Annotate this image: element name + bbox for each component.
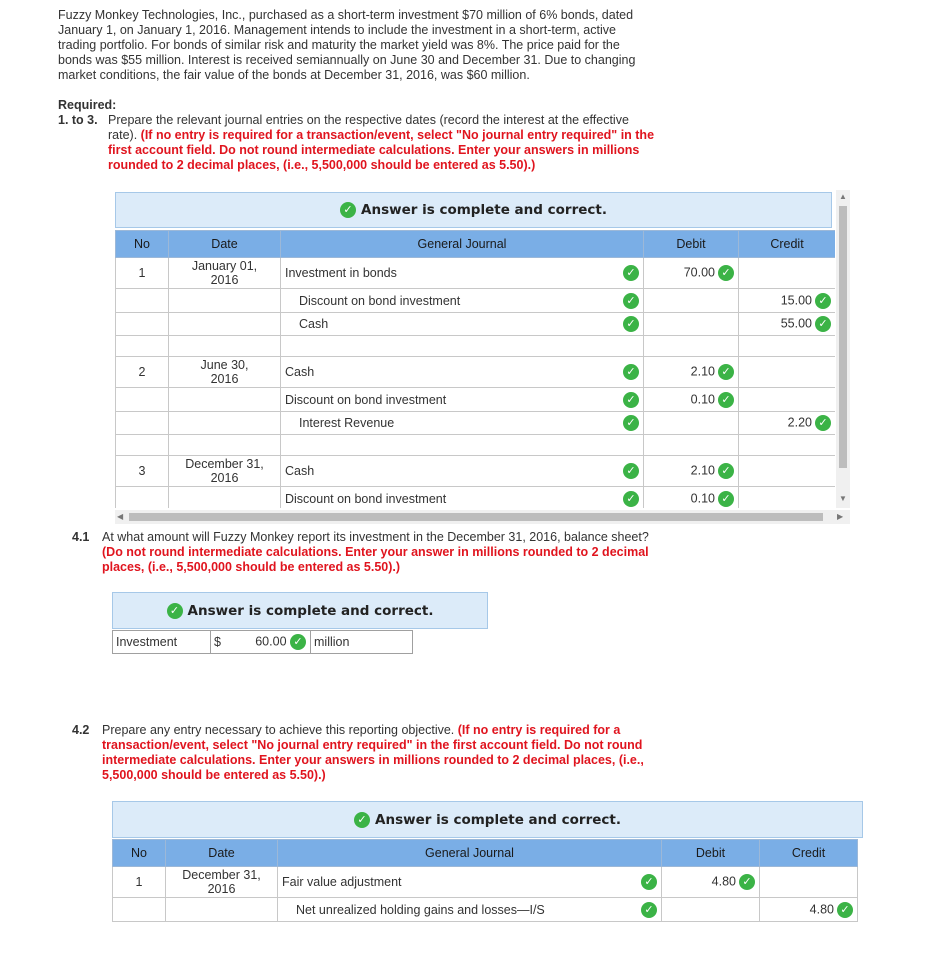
empty-cell[interactable] bbox=[169, 336, 281, 357]
question-line: At what amount will Fuzzy Monkey report its investment in the December 31, 2016, balance sheet? bbox=[102, 530, 649, 544]
account-cell[interactable] bbox=[278, 867, 662, 898]
credit-cell[interactable] bbox=[739, 412, 836, 435]
scroll-up-icon[interactable]: ▲ bbox=[839, 192, 847, 201]
empty-cell[interactable] bbox=[644, 336, 739, 357]
checkmark-icon: ✓ bbox=[623, 392, 639, 408]
account-name: Cash bbox=[285, 464, 315, 478]
journal-table-2 bbox=[112, 839, 858, 922]
instruction-red: rounded to 2 decimal places, (i.e., 5,500,000 should be entered as 5.50).) bbox=[108, 158, 536, 172]
header-date: Date bbox=[166, 840, 278, 867]
table-header-row bbox=[113, 840, 858, 867]
vertical-scrollbar[interactable] bbox=[836, 190, 850, 508]
debit-cell[interactable] bbox=[644, 258, 739, 289]
entry-number bbox=[113, 898, 166, 922]
investment-answer-table bbox=[112, 630, 413, 654]
checkmark-icon: ✓ bbox=[815, 415, 831, 431]
debit-cell[interactable] bbox=[644, 357, 739, 388]
empty-row bbox=[116, 336, 836, 357]
scroll-right-icon[interactable]: ▶ bbox=[837, 512, 844, 521]
credit-value: 4.80 bbox=[809, 901, 834, 916]
checkmark-icon: ✓ bbox=[623, 463, 639, 479]
account-name: Investment in bonds bbox=[285, 266, 397, 280]
question-plain: Prepare any entry necessary to achieve this reporting objective. bbox=[102, 723, 455, 737]
account-cell[interactable] bbox=[281, 456, 644, 487]
banner-text: Answer is complete and correct. bbox=[187, 602, 434, 619]
date-cell[interactable] bbox=[166, 898, 278, 922]
checkmark-icon: ✓ bbox=[290, 634, 306, 650]
question-line bbox=[102, 723, 702, 738]
entry-number bbox=[116, 388, 169, 412]
investment-label: Investment bbox=[113, 631, 211, 654]
debit-value: 2.10 bbox=[690, 364, 715, 379]
checkmark-icon: ✓ bbox=[623, 415, 639, 431]
instruction-red: transaction/event, select "No journal entry required" in the first account field. Do not round bbox=[102, 738, 643, 752]
entry-number: 2 bbox=[116, 357, 169, 388]
investment-amount-cell[interactable] bbox=[211, 631, 311, 654]
date-cell[interactable] bbox=[169, 456, 281, 487]
journal-table-1 bbox=[115, 230, 835, 508]
empty-cell[interactable] bbox=[739, 336, 836, 357]
instruction-red: (Do not round intermediate calculations. Enter your answer in millions rounded to 2 decimal bbox=[102, 545, 649, 559]
instruction-red: (If no entry is required for a transaction/event, select "No journal entry required" in the bbox=[140, 128, 655, 142]
credit-cell[interactable] bbox=[739, 289, 836, 313]
date-cell[interactable] bbox=[169, 388, 281, 412]
empty-cell[interactable] bbox=[281, 336, 644, 357]
table-header-row bbox=[116, 231, 836, 258]
instruction-red: 5,500,000 should be entered as 5.50).) bbox=[102, 768, 326, 782]
checkmark-icon: ✓ bbox=[623, 293, 639, 309]
table-row bbox=[116, 313, 836, 336]
account-name: Cash bbox=[285, 365, 315, 379]
account-cell[interactable] bbox=[281, 258, 644, 289]
account-name: Fair value adjustment bbox=[282, 875, 402, 889]
scroll-thumb[interactable] bbox=[129, 513, 823, 521]
account-cell[interactable] bbox=[281, 487, 644, 509]
checkmark-icon: ✓ bbox=[623, 316, 639, 332]
date-cell[interactable] bbox=[169, 258, 281, 289]
table-row bbox=[116, 289, 836, 313]
debit-value: 0.10 bbox=[690, 490, 715, 505]
date-line: January 01, bbox=[191, 259, 258, 273]
header-general-journal: General Journal bbox=[278, 840, 662, 867]
checkmark-icon: ✓ bbox=[340, 202, 356, 218]
entry-number: 1 bbox=[113, 867, 166, 898]
entry-number bbox=[116, 487, 169, 509]
date-cell[interactable] bbox=[169, 412, 281, 435]
date-line: 2016 bbox=[210, 471, 239, 485]
banner-text: Answer is complete and correct. bbox=[361, 202, 607, 218]
question-line bbox=[108, 128, 708, 143]
checkmark-icon: ✓ bbox=[623, 265, 639, 281]
header-no: No bbox=[113, 840, 166, 867]
investment-row bbox=[113, 631, 413, 654]
checkmark-icon: ✓ bbox=[718, 364, 734, 380]
empty-cell[interactable] bbox=[169, 435, 281, 456]
problem-line: Fuzzy Monkey Technologies, Inc., purchased as a short-term investment $70 million of 6% bonds, dated bbox=[58, 8, 634, 22]
header-date: Date bbox=[169, 231, 281, 258]
account-cell[interactable] bbox=[281, 388, 644, 412]
journal-1-viewport[interactable] bbox=[115, 230, 835, 508]
table-row bbox=[116, 388, 836, 412]
account-name: Interest Revenue bbox=[299, 416, 395, 430]
credit-cell[interactable] bbox=[739, 487, 836, 509]
account-name: Cash bbox=[299, 317, 329, 331]
credit-cell[interactable] bbox=[739, 388, 836, 412]
checkmark-icon: ✓ bbox=[718, 392, 734, 408]
table-row bbox=[113, 898, 858, 922]
question-line: Prepare the relevant journal entries on the respective dates (record the interest at the effective bbox=[108, 113, 629, 127]
date-cell[interactable] bbox=[166, 867, 278, 898]
instruction-red: intermediate calculations. Enter your answers in millions rounded to 2 decimal places, (i.e., bbox=[102, 753, 644, 767]
account-cell[interactable] bbox=[278, 898, 662, 922]
debit-cell[interactable] bbox=[644, 456, 739, 487]
checkmark-icon: ✓ bbox=[623, 491, 639, 507]
empty-cell[interactable] bbox=[739, 435, 836, 456]
credit-cell[interactable] bbox=[760, 898, 858, 922]
banner-text: Answer is complete and correct. bbox=[375, 811, 621, 828]
entry-number: 1 bbox=[116, 258, 169, 289]
scroll-thumb[interactable] bbox=[839, 206, 847, 468]
empty-cell[interactable] bbox=[644, 435, 739, 456]
debit-cell[interactable] bbox=[644, 289, 739, 313]
account-name: Discount on bond investment bbox=[285, 392, 447, 407]
header-debit: Debit bbox=[644, 231, 739, 258]
date-cell[interactable] bbox=[169, 357, 281, 388]
checkmark-icon: ✓ bbox=[815, 293, 831, 309]
credit-cell[interactable] bbox=[739, 258, 836, 289]
table-row bbox=[116, 258, 836, 289]
date-line: 2016 bbox=[210, 372, 239, 386]
question-4-1-text bbox=[102, 530, 722, 575]
debit-value: 70.00 bbox=[683, 265, 715, 280]
answer-banner bbox=[115, 192, 832, 228]
debit-value: 4.80 bbox=[711, 874, 736, 889]
date-line: December 31, bbox=[182, 868, 261, 882]
empty-row bbox=[116, 435, 836, 456]
checkmark-icon: ✓ bbox=[739, 874, 755, 890]
entry-number bbox=[116, 412, 169, 435]
entry-number bbox=[116, 289, 169, 313]
question-1-text bbox=[108, 113, 708, 173]
scroll-down-icon[interactable]: ▼ bbox=[839, 494, 847, 503]
question-plain: rate). bbox=[108, 128, 138, 142]
date-line: 2016 bbox=[207, 882, 236, 896]
horizontal-scrollbar[interactable] bbox=[115, 510, 850, 524]
account-cell[interactable] bbox=[281, 412, 644, 435]
debit-cell[interactable] bbox=[644, 313, 739, 336]
credit-cell[interactable] bbox=[760, 867, 858, 898]
date-line: December 31, bbox=[185, 457, 264, 471]
credit-cell[interactable] bbox=[739, 357, 836, 388]
answer-banner bbox=[112, 801, 863, 838]
credit-cell[interactable] bbox=[739, 313, 836, 336]
instruction-red: first account field. Do not round intermediate calculations. Enter your answers in millions bbox=[108, 143, 640, 157]
checkmark-icon: ✓ bbox=[718, 491, 734, 507]
answer-banner bbox=[112, 592, 488, 629]
date-cell[interactable] bbox=[169, 289, 281, 313]
checkmark-icon: ✓ bbox=[815, 316, 831, 332]
unit-label: million bbox=[311, 631, 413, 654]
problem-line: bonds was $55 million. Interest is received semiannually on June 30 and December 31. Due to changing bbox=[58, 53, 636, 67]
table-row bbox=[116, 456, 836, 487]
checkmark-icon: ✓ bbox=[167, 603, 183, 619]
problem-text bbox=[58, 8, 698, 83]
credit-value: 15.00 bbox=[780, 292, 812, 307]
investment-value: 60.00 bbox=[255, 634, 287, 649]
empty-cell bbox=[116, 435, 169, 456]
problem-line: market conditions, the fair value of the bonds at December 31, 2016, was $60 million. bbox=[58, 68, 530, 82]
header-credit: Credit bbox=[760, 840, 858, 867]
debit-value: 2.10 bbox=[690, 463, 715, 478]
debit-cell[interactable] bbox=[662, 867, 760, 898]
entry-number: 3 bbox=[116, 456, 169, 487]
checkmark-icon: ✓ bbox=[718, 265, 734, 281]
debit-cell[interactable] bbox=[644, 388, 739, 412]
date-line: 2016 bbox=[210, 273, 239, 287]
table-row bbox=[116, 487, 836, 509]
table-row bbox=[113, 867, 858, 898]
scroll-left-icon[interactable]: ◀ bbox=[117, 512, 124, 521]
empty-cell bbox=[116, 336, 169, 357]
header-credit: Credit bbox=[739, 231, 836, 258]
empty-cell[interactable] bbox=[281, 435, 644, 456]
checkmark-icon: ✓ bbox=[641, 902, 657, 918]
account-name: Discount on bond investment bbox=[299, 293, 461, 308]
table-row bbox=[116, 357, 836, 388]
entry-number bbox=[116, 313, 169, 336]
credit-cell[interactable] bbox=[739, 456, 836, 487]
question-number: 1. to 3. bbox=[58, 113, 98, 127]
debit-cell[interactable] bbox=[662, 898, 760, 922]
header-debit: Debit bbox=[662, 840, 760, 867]
account-cell[interactable] bbox=[281, 357, 644, 388]
problem-line: trading portfolio. For bonds of similar risk and maturity the market yield was 8%. The price paid for the bbox=[58, 38, 620, 52]
header-no: No bbox=[116, 231, 169, 258]
instruction-red: (If no entry is required for a bbox=[457, 723, 621, 737]
debit-cell[interactable] bbox=[644, 412, 739, 435]
account-cell[interactable] bbox=[281, 313, 644, 336]
question-4-2-text bbox=[102, 723, 702, 783]
date-cell[interactable] bbox=[169, 487, 281, 509]
header-general-journal: General Journal bbox=[281, 231, 644, 258]
problem-line: January 1, on January 1, 2016. Management intends to include the investment in a short-term, active bbox=[58, 23, 616, 37]
credit-value: 2.20 bbox=[787, 415, 812, 430]
credit-value: 55.00 bbox=[780, 316, 812, 331]
checkmark-icon: ✓ bbox=[623, 364, 639, 380]
required-heading: Required: bbox=[58, 98, 117, 112]
table-row bbox=[116, 412, 836, 435]
date-cell[interactable] bbox=[169, 313, 281, 336]
currency-symbol: $ bbox=[214, 635, 221, 649]
checkmark-icon: ✓ bbox=[718, 463, 734, 479]
checkmark-icon: ✓ bbox=[354, 812, 370, 828]
checkmark-icon: ✓ bbox=[641, 874, 657, 890]
question-number: 4.2 bbox=[72, 723, 90, 737]
date-line: June 30, bbox=[200, 358, 249, 372]
account-name: Net unrealized holding gains and losses—I/S bbox=[296, 902, 545, 917]
checkmark-icon: ✓ bbox=[837, 902, 853, 918]
debit-value: 0.10 bbox=[690, 391, 715, 406]
debit-cell[interactable] bbox=[644, 487, 739, 509]
instruction-red: places, (i.e., 5,500,000 should be entered as 5.50).) bbox=[102, 560, 401, 574]
question-number: 4.1 bbox=[72, 530, 90, 544]
account-cell[interactable] bbox=[281, 289, 644, 313]
account-name: Discount on bond investment bbox=[285, 491, 447, 506]
